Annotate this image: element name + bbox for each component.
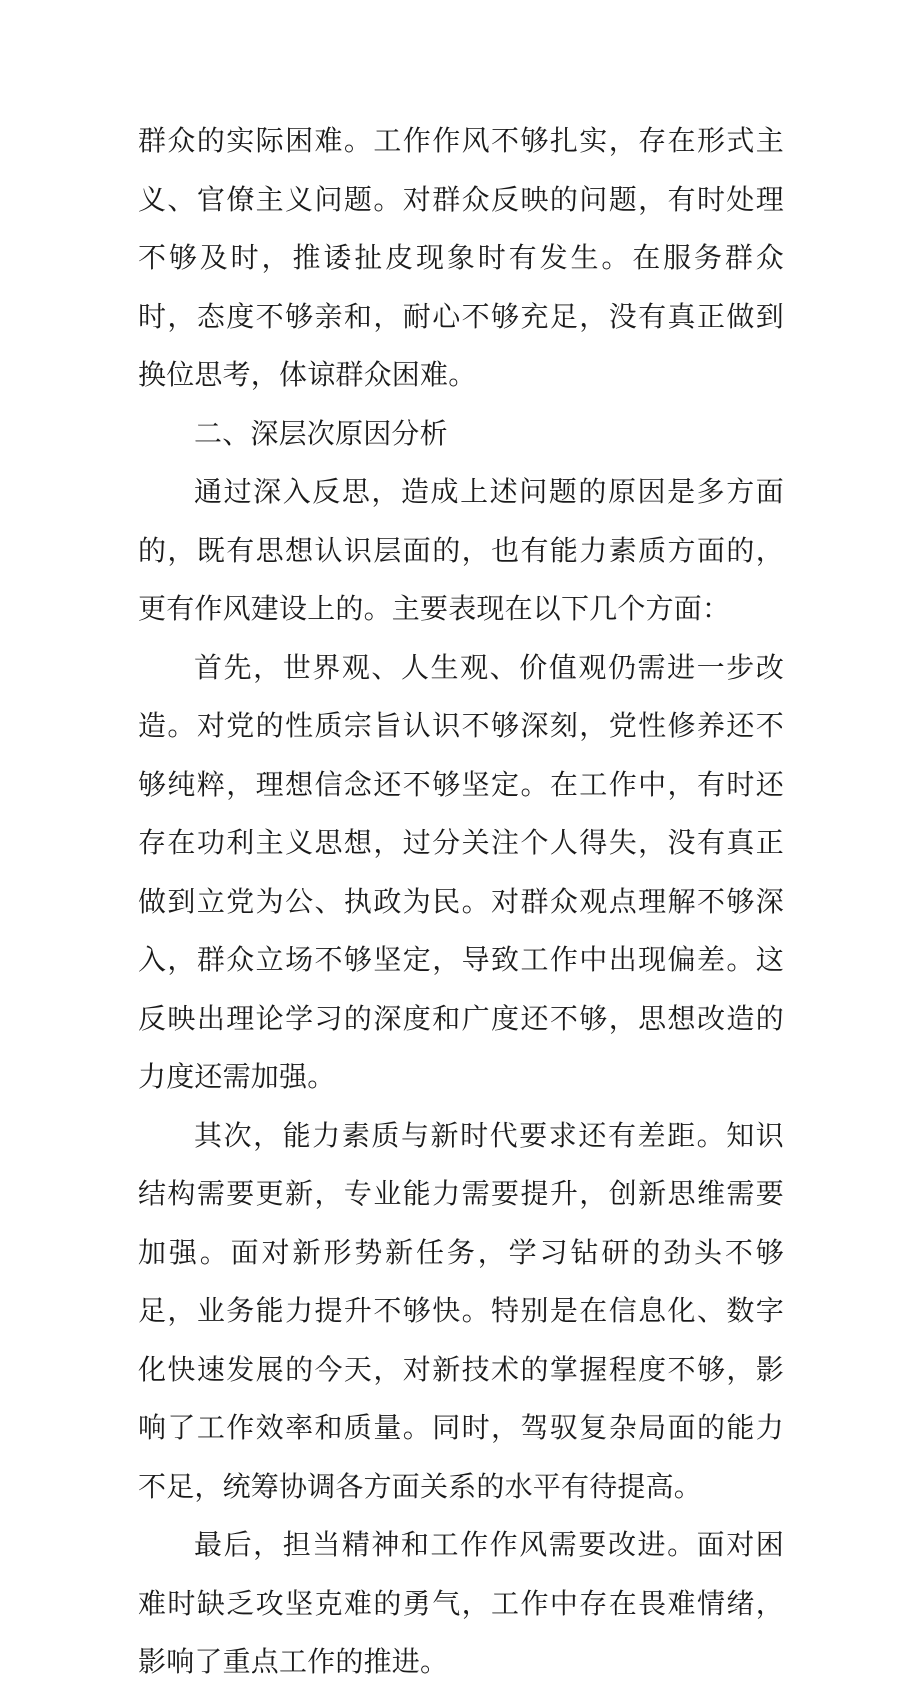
paragraph-first-reason: 首先，世界观、人生观、价值观仍需进一步改造。对党的性质宗旨认识不够深刻，党性修养还不够纯粹，理想信念还不够坚定。在工作中，有时还存在功利主义思想，过分关注个人得失，没有真正做到立党为公、执政为民。对群众观点理解不够深入，群众立场不够坚定，导致工作中出现偏差。这反映出理论学习的深度和广度还不够，思想改造的力度还需加强。 (138, 650, 784, 1093)
section-heading: 二、深层次原因分析 (194, 416, 448, 450)
paragraph-continuation: 群众的实际困难。工作作风不够扎实，存在形式主义、官僚主义问题。对群众反映的问题，有时处理不够及时，推诿扯皮现象时有发生。在服务群众时，态度不够亲和，耐心不够充足，没有真正做到换位思考，体谅群众困难。 (138, 124, 784, 391)
document-body (138, 112, 784, 1692)
paragraph-third-reason: 最后，担当精神和工作作风需要改进。面对困难时缺乏攻坚克难的勇气，工作中存在畏难情绪，影响了重点工作的推进。 (138, 1528, 784, 1678)
paragraph-second-reason: 其次，能力素质与新时代要求还有差距。知识结构需要更新，专业能力需要提升，创新思维需要加强。面对新形势新任务，学习钻研的劲头不够足，业务能力提升不够快。特别是在信息化、数字化快速发展的今天，对新技术的掌握程度不够，影响了工作效率和质量。同时，驾驭复杂局面的能力不足，统筹协调各方面关系的水平有待提高。 (138, 1118, 784, 1503)
paragraph-intro: 通过深入反思，造成上述问题的原因是多方面的，既有思想认识层面的，也有能力素质方面的，更有作风建设上的。主要表现在以下几个方面： (138, 475, 784, 625)
